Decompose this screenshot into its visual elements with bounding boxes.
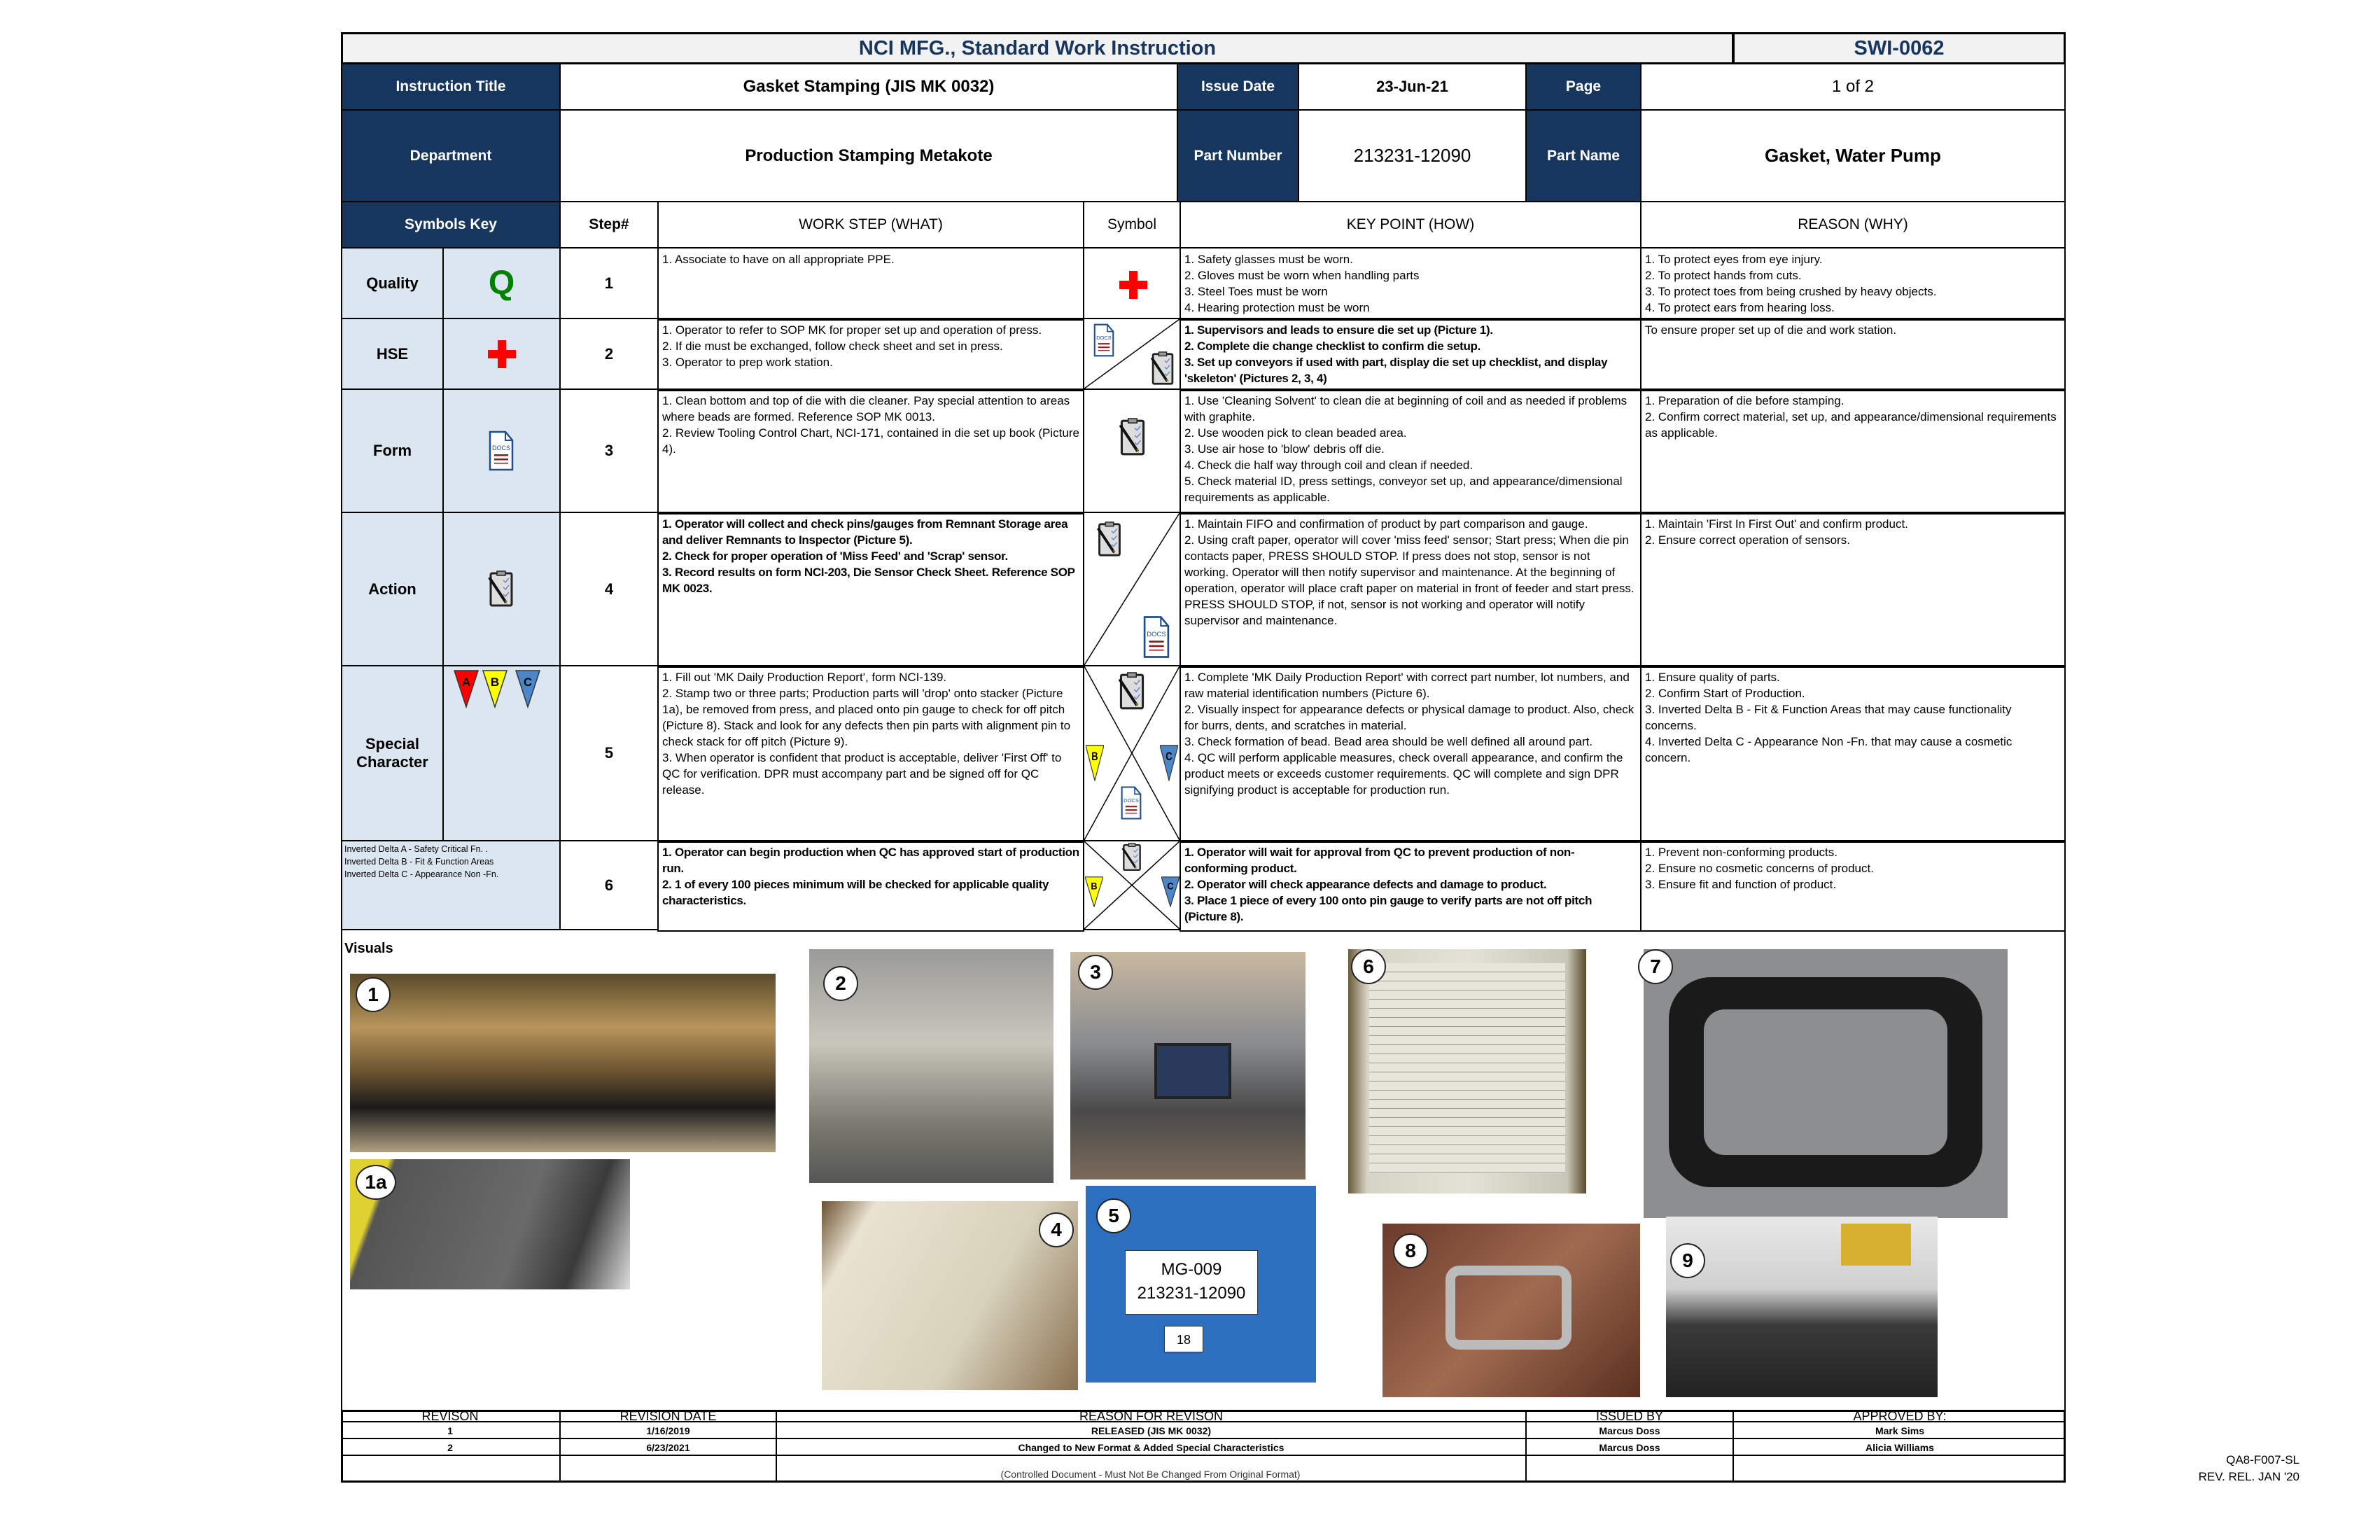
- part-name-value: Gasket, Water Pump: [1640, 109, 2066, 202]
- docs-icon: [1093, 323, 1115, 357]
- key-item: 2. Complete die change checklist to confirm die setup.: [1184, 340, 1481, 353]
- reason-item: To ensure proper set up of die and work station.: [1645, 323, 1897, 337]
- red-cross-icon: [488, 340, 516, 368]
- picture-1a-badge: 1a: [356, 1165, 396, 1200]
- revision-cell: 1: [341, 1422, 559, 1439]
- delta-c-icon: [516, 671, 540, 707]
- picture-3-badge: 3: [1078, 955, 1113, 990]
- revision-empty-cell: [1732, 1456, 2066, 1483]
- key-form-label: Form: [341, 388, 444, 513]
- work-step-cell: [657, 665, 1084, 843]
- key-item: 2. Gloves must be worn when handling parts: [1184, 269, 1420, 282]
- key-item: 3. Place 1 piece of every 100 onto pin gauge to verify parts are not off pitch (Picture 8).: [1184, 894, 1592, 923]
- controlled-document-note: (Controlled Document - Must Not Be Changed From Original Format): [1000, 1469, 1301, 1480]
- reason-cell: [1640, 840, 2066, 932]
- key-special-symbol: [442, 665, 561, 841]
- reason-item: 2. Ensure no cosmetic concerns of product.: [1645, 862, 1874, 875]
- document-title: NCI MFG., Standard Work Instruction: [858, 36, 1217, 59]
- reason-cell: [1640, 665, 2066, 843]
- revision-cell: Marcus Doss: [1525, 1439, 1732, 1456]
- key-item: 4. Hearing protection must be worn: [1184, 301, 1370, 314]
- symbol-cell-step-1: [1083, 247, 1181, 319]
- work-item: 2. If die must be exchanged, follow check sheet and set in press.: [662, 340, 1003, 353]
- legend-delta-a: Inverted Delta A - Safety Critical Fn. .: [344, 844, 488, 854]
- picture-6-badge: 6: [1351, 949, 1386, 984]
- revision-cell: Marcus Doss: [1525, 1422, 1732, 1439]
- key-item: 3. Set up conveyors if used with part, display die set up checklist, and display 'skeleton' (Pictures 2, 3, 4): [1184, 356, 1608, 385]
- work-step-cell: [657, 388, 1084, 514]
- delta-b-icon: [1086, 745, 1104, 781]
- visuals-label: Visuals: [344, 941, 393, 956]
- document-number: SWI-0062: [1854, 36, 1945, 59]
- reason-item: 2. Confirm Start of Production.: [1645, 687, 1805, 700]
- reason-item: 2. To protect hands from cuts.: [1645, 269, 1802, 282]
- key-point-cell: [1180, 512, 1642, 668]
- step-number: 3: [559, 388, 659, 513]
- delta-b-icon: [483, 671, 507, 707]
- work-item: 2. Review Tooling Control Chart, NCI-171, contained in die set up book (Picture 4).: [662, 426, 1079, 456]
- reason-cell: [1640, 512, 2066, 668]
- key-special-label: Special Character: [341, 665, 444, 841]
- revision-empty-cell: [1525, 1456, 1732, 1483]
- key-quality-label: Quality: [341, 247, 444, 319]
- reason-item: 4. Inverted Delta C - Appearance Non -Fn. that may cause a cosmetic concern.: [1645, 735, 2012, 764]
- reason-cell: [1640, 247, 2066, 321]
- revision-empty-cell: [341, 1456, 559, 1483]
- work-step-cell: [657, 512, 1084, 668]
- reason-item: 2. Confirm correct material, set up, and appearance/dimensional requirements as applicable.: [1645, 410, 2057, 440]
- quality-q-icon: Q: [488, 265, 515, 302]
- symbol-header: Symbol: [1083, 201, 1181, 248]
- work-item: 2. Check for proper operation of 'Miss Feed' and 'Scrap' sensor.: [662, 550, 1008, 563]
- part-name-label: Part Name: [1525, 109, 1642, 202]
- revision-empty-cell: [559, 1456, 776, 1483]
- legend-delta-c: Inverted Delta C - Appearance Non -Fn.: [344, 869, 499, 879]
- symbol-cell-step-4: [1083, 512, 1181, 666]
- work-item: 1. Operator to refer to SOP MK for proper set up and operation of press.: [662, 323, 1042, 337]
- key-item: 1. Safety glasses must be worn.: [1184, 253, 1353, 266]
- picture-1: [350, 974, 776, 1152]
- department-value: Production Stamping Metakote: [559, 109, 1178, 202]
- symbols-key-header: Symbols Key: [341, 201, 561, 248]
- document-title-cell: [341, 32, 1734, 64]
- delta-a-icon: [454, 671, 478, 707]
- key-item: 4. Check die half way through coil and clean if needed.: [1184, 458, 1474, 472]
- delta-c-icon: [1161, 876, 1180, 907]
- reason-item: 1. Prevent non-conforming products.: [1645, 846, 1837, 859]
- revision-header-cell: APPROVED BY:: [1732, 1410, 2066, 1422]
- symbol-cell-step-6: [1083, 840, 1181, 930]
- red-cross-icon: [1119, 271, 1147, 299]
- checklist-icon: [1150, 351, 1175, 386]
- reason-item: 3. Inverted Delta B - Fit & Function Areas that may cause functionality concerns.: [1645, 703, 2012, 732]
- symbol-cell-step-3: [1083, 388, 1181, 513]
- revision-header-cell: REASON FOR REVISON: [776, 1410, 1525, 1422]
- issue-date-label: Issue Date: [1177, 63, 1299, 111]
- work-item: 3. When operator is confident that product is acceptable, deliver 'First Off' to QC for verification. DPR must accompany part and be signed off for QC release.: [662, 751, 1062, 797]
- key-item: 3. Steel Toes must be worn: [1184, 285, 1328, 298]
- symbol-cell-step-5: [1083, 665, 1181, 841]
- work-item: 1. Operator will collect and check pins/gauges from Remnant Storage area and deliver Remnants to Inspector (Picture 5).: [662, 517, 1068, 547]
- document-number-cell: [1732, 32, 2066, 64]
- key-action-label: Action: [341, 512, 444, 666]
- delta-legend: [341, 840, 561, 930]
- revision-cell: Changed to New Format & Added Special Characteristics: [776, 1439, 1525, 1456]
- reason-item: 4. To protect ears from hearing loss.: [1645, 301, 1835, 314]
- key-hse-label: HSE: [341, 318, 444, 390]
- revision-header-cell: ISSUED BY: [1525, 1410, 1732, 1422]
- key-item: 1. Use 'Cleaning Solvent' to clean die at beginning of coil and as needed if problems with graphite.: [1184, 394, 1628, 424]
- reason-item: 3. Ensure fit and function of product.: [1645, 878, 1837, 891]
- key-point-header: KEY POINT (HOW): [1180, 201, 1642, 248]
- form-id: QA8-F007-SL: [2226, 1453, 2300, 1466]
- key-hse-symbol: [442, 318, 561, 390]
- bin-label-line-2: 213231-12090: [1137, 1284, 1246, 1303]
- checklist-icon: [488, 570, 516, 608]
- reason-cell: [1640, 388, 2066, 514]
- key-point-cell: [1180, 247, 1642, 321]
- key-item: 1. Operator will wait for approval from QC to prevent production of non-conforming product.: [1184, 846, 1575, 875]
- work-step-cell: [657, 840, 1084, 932]
- key-item: 3. Check formation of bead. Bead area should be well defined all around part.: [1184, 735, 1593, 748]
- revision-cell: 1/16/2019: [559, 1422, 776, 1439]
- work-item: 1. Operator can begin production when QC has approved start of production run.: [662, 846, 1079, 875]
- picture-5-tag: 18: [1164, 1326, 1203, 1352]
- part-number-label: Part Number: [1177, 109, 1299, 202]
- picture-9: [1666, 1217, 1938, 1397]
- reason-item: 1. Preparation of die before stamping.: [1645, 394, 1844, 407]
- legend-delta-b: Inverted Delta B - Fit & Function Areas: [344, 857, 494, 867]
- picture-4-badge: 4: [1039, 1212, 1074, 1247]
- revision-cell: Alicia Williams: [1732, 1439, 2066, 1456]
- revision-cell: RELEASED (JIS MK 0032): [776, 1422, 1525, 1439]
- picture-7: [1644, 949, 2008, 1218]
- picture-7-badge: 7: [1638, 949, 1673, 984]
- work-item: 2. 1 of every 100 pieces minimum will be checked for applicable quality characteristics.: [662, 878, 1049, 907]
- step-header: Step#: [559, 201, 659, 248]
- work-item: 3. Record results on form NCI-203, Die Sensor Check Sheet. Reference SOP MK 0023.: [662, 566, 1075, 595]
- page-value: 1 of 2: [1640, 63, 2066, 111]
- reason-item: 1. To protect eyes from eye injury.: [1645, 253, 1823, 266]
- picture-2-badge: 2: [823, 966, 858, 1001]
- revision-header-cell: REVISION DATE: [559, 1410, 776, 1422]
- key-form-symbol: [442, 388, 561, 513]
- key-point-cell: [1180, 388, 1642, 514]
- key-item: 2. Visually inspect for appearance defects or physical damage to product. Also, check for burrs, dents, and scratches in material.: [1184, 703, 1634, 732]
- reason-item: 1. Maintain 'First In First Out' and confirm product.: [1645, 517, 1908, 531]
- key-item: 2. Using craft paper, operator will cover 'miss feed' sensor; Start press; When die pin contacts paper, PRESS SHOULD STOP. If press does not stop, sensor is not working. Operator will then notify supervisor and maintenance. At the beginning of operation, operator will place craft paper on material in front of feeder and start press. PRESS SHOULD STOP, if not, sensor is not working and operator will notify supervisor and maintenance.: [1184, 533, 1634, 627]
- key-point-cell: [1180, 840, 1642, 932]
- revision-cell: Mark Sims: [1732, 1422, 2066, 1439]
- key-item: 1. Maintain FIFO and confirmation of product by part comparison and gauge.: [1184, 517, 1588, 531]
- key-item: 3. Use air hose to 'blow' debris off die.: [1184, 442, 1385, 456]
- docs-icon: [1143, 615, 1170, 659]
- work-item: 1. Associate to have on all appropriate PPE.: [662, 253, 895, 266]
- instruction-title-value: Gasket Stamping (JIS MK 0032): [559, 63, 1178, 111]
- work-item: 1. Clean bottom and top of die with die cleaner. Pay special attention to areas where beads are formed. Reference SOP MK 0013.: [662, 394, 1070, 424]
- work-item: 1. Fill out 'MK Daily Production Report', form NCI-139.: [662, 671, 947, 684]
- reason-item: 1. Ensure quality of parts.: [1645, 671, 1780, 684]
- issue-date-value: 23-Jun-21: [1298, 63, 1527, 111]
- step-number: 1: [559, 247, 659, 319]
- checklist-icon: [1119, 843, 1144, 872]
- docs-icon: [1121, 785, 1142, 820]
- inverted-delta-abc-icons: [453, 669, 551, 708]
- department-label: Department: [341, 109, 561, 202]
- step-number: 4: [559, 512, 659, 666]
- key-item: 5. Check material ID, press settings, conveyor set up, and appearance/dimensional requirements as applicable.: [1184, 475, 1623, 504]
- picture-8-badge: 8: [1393, 1233, 1428, 1268]
- picture-5-bin-label: [1125, 1250, 1258, 1315]
- form-revision: REV. REL. JAN '20: [2198, 1470, 2300, 1483]
- key-quality-symbol: [442, 247, 561, 319]
- picture-1-badge: 1: [356, 977, 391, 1012]
- work-step-cell: [657, 318, 1084, 391]
- work-item: 2. Stamp two or three parts; Production parts will 'drop' onto stacker (Picture 1a), be removed from press, and placed onto pin gauge to check for off pitch (Picture 8). Stack and look for any defects then pin parts with alignment pin to check stack for off pitch (Picture 9).: [662, 687, 1071, 748]
- symbol-cell-step-2: [1083, 318, 1181, 390]
- revision-cell: 6/23/2021: [559, 1439, 776, 1456]
- key-point-cell: [1180, 665, 1642, 843]
- work-step-cell: [657, 247, 1084, 321]
- checklist-icon: [1118, 418, 1147, 457]
- revision-header-cell: REVISON: [341, 1410, 559, 1422]
- key-item: 1. Supervisors and leads to ensure die set up (Picture 1).: [1184, 323, 1493, 337]
- instruction-title-label: Instruction Title: [341, 63, 561, 111]
- bin-label-line-1: MG-009: [1161, 1260, 1222, 1279]
- key-action-symbol: [442, 512, 561, 666]
- part-number-value: 213231-12090: [1298, 109, 1527, 202]
- reason-cell: [1640, 318, 2066, 391]
- checklist-icon: [1096, 522, 1124, 558]
- delta-c-icon: [1160, 745, 1178, 781]
- work-step-header: WORK STEP (WHAT): [657, 201, 1084, 248]
- reason-item: 3. To protect toes from being crushed by heavy objects.: [1645, 285, 1937, 298]
- page-label: Page: [1525, 63, 1642, 111]
- reason-header: REASON (WHY): [1640, 201, 2066, 248]
- picture-6: [1348, 949, 1586, 1194]
- delta-b-icon: [1085, 876, 1103, 907]
- work-item: 3. Operator to prep work station.: [662, 356, 833, 369]
- picture-9-badge: 9: [1670, 1243, 1705, 1278]
- key-point-cell: [1180, 318, 1642, 391]
- key-item: 1. Complete 'MK Daily Production Report' with correct part number, lot numbers, and raw material identification numbers (Picture 6).: [1184, 671, 1630, 700]
- step-number: 6: [559, 840, 659, 930]
- picture-5-badge: 5: [1096, 1198, 1131, 1233]
- checklist-icon: [1118, 672, 1146, 711]
- key-item: 2. Operator will check appearance defects and damage to product.: [1184, 878, 1547, 891]
- key-item: 4. QC will perform applicable measures, check overall appearance, and confirm the product meets or exceeds customer requirements. QC will complete and sign DPR signifying product is acceptable for production run.: [1184, 751, 1623, 797]
- reason-item: 2. Ensure correct operation of sensors.: [1645, 533, 1850, 547]
- docs-icon: [489, 430, 515, 471]
- step-number: 5: [559, 665, 659, 841]
- revision-cell: 2: [341, 1439, 559, 1456]
- key-item: 2. Use wooden pick to clean beaded area.: [1184, 426, 1407, 440]
- step-number: 2: [559, 318, 659, 390]
